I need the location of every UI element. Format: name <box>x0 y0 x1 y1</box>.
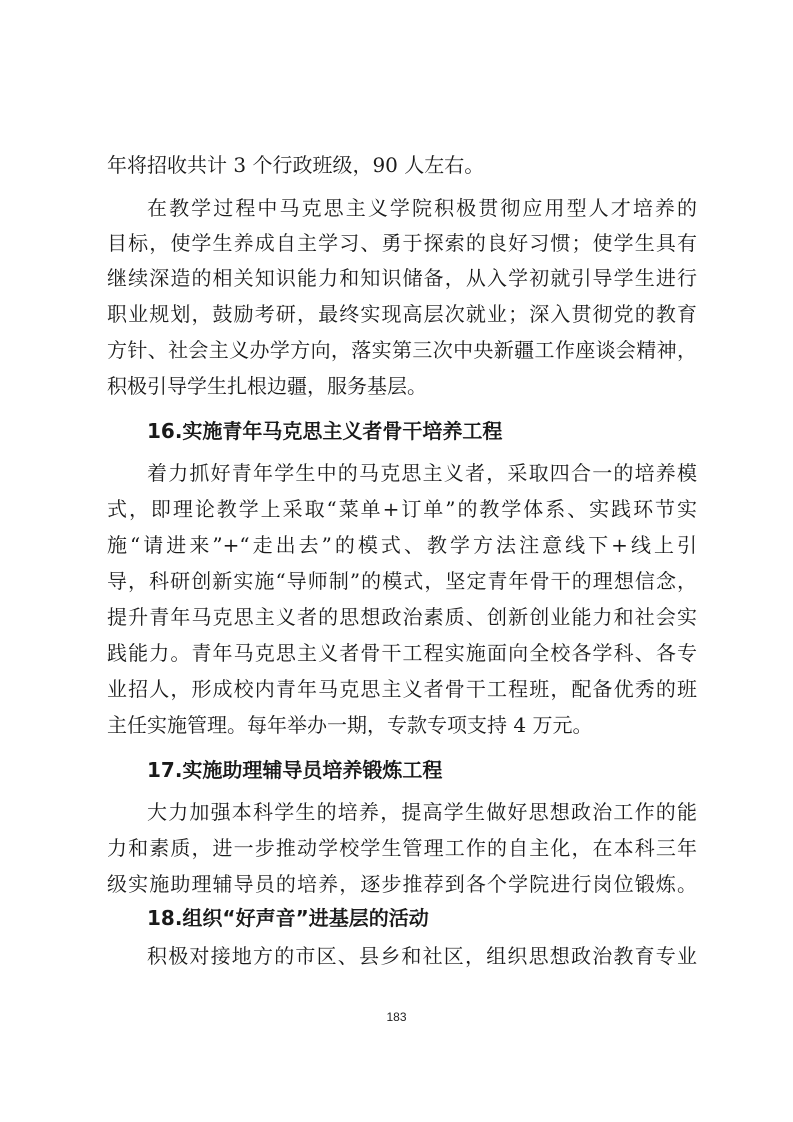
paragraph-line: 导，科研创新实施“导师制”的模式，坚定青年骨干的理想信念， <box>107 569 697 593</box>
paragraph-line: 施“请进来”+“走出去”的模式、教学方法注意线下+线上引 <box>107 533 697 557</box>
paragraph-line: 职业规划，鼓励考研，最终实现高层次就业；深入贯彻党的教育 <box>107 302 697 326</box>
paragraph-line: 力和素质，进一步推动学校学生管理工作的自主化，在本科三年 <box>107 836 697 860</box>
paragraph-line: 级实施助理辅导员的培养，逐步推荐到各个学院进行岗位锻炼。 <box>107 872 697 896</box>
paragraph-line: 大力加强本科学生的培养，提高学生做好思想政治工作的能 <box>147 800 697 824</box>
paragraph-line: 提升青年马克思主义者的思想政治素质、创新创业能力和社会实 <box>107 605 697 629</box>
paragraph-line: 积极对接地方的市区、县乡和社区，组织思想政治教育专业 <box>147 944 697 968</box>
page-number: 183 <box>386 1010 407 1024</box>
paragraph-line: 年将招收共计 3 个行政班级，90 人左右。 <box>107 153 485 177</box>
paragraph-line: 方针、社会主义办学方向，落实第三次中央新疆工作座谈会精神， <box>107 338 697 362</box>
paragraph-line: 践能力。青年马克思主义者骨干工程实施面向全校各学科、各专 <box>107 641 697 665</box>
section-heading-17: 17.实施助理辅导员培养锻炼工程 <box>147 758 443 782</box>
paragraph-line: 积极引导学生扎根边疆，服务基层。 <box>107 374 427 398</box>
paragraph-line: 业招人，形成校内青年马克思主义者骨干工程班，配备优秀的班 <box>107 677 697 701</box>
paragraph-line: 在教学过程中马克思主义学院积极贯彻应用型人才培养的 <box>147 196 697 220</box>
paragraph-line: 式，即理论教学上采取“菜单+订单”的教学体系、实践环节实 <box>107 497 697 521</box>
section-heading-18: 18.组织“好声音”进基层的活动 <box>147 906 429 930</box>
section-heading-16: 16.实施青年马克思主义者骨干培养工程 <box>147 419 503 443</box>
paragraph-line: 着力抓好青年学生中的马克思主义者，采取四合一的培养模 <box>147 461 697 485</box>
paragraph-line: 主任实施管理。每年举办一期，专款专项支持 4 万元。 <box>107 713 593 737</box>
paragraph-line: 继续深造的相关知识能力和知识储备，从入学初就引导学生进行 <box>107 266 697 290</box>
paragraph-line: 目标，使学生养成自主学习、勇于探索的良好习惯；使学生具有 <box>107 231 697 255</box>
